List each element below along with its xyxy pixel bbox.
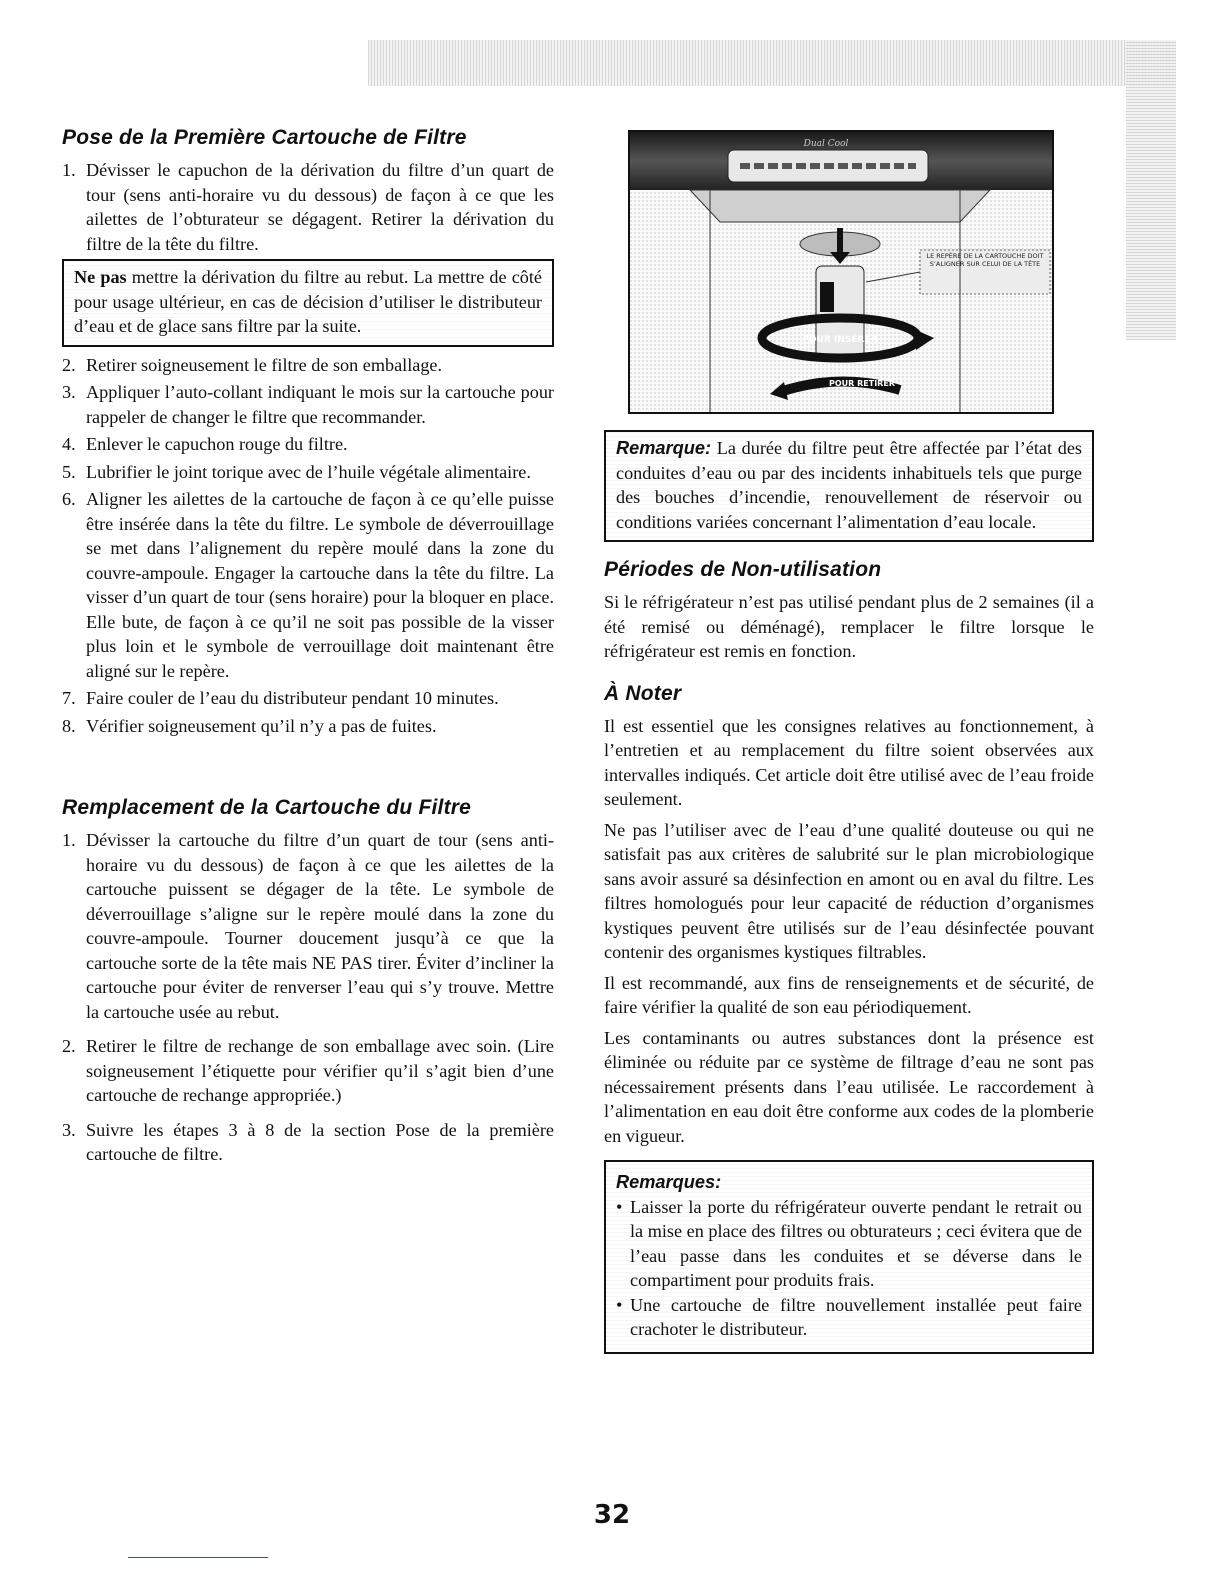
section-title-pose: Pose de la Première Cartouche de Filtre [62,126,467,149]
filter-illustration [628,130,1054,414]
section-title-periodes: Périodes de Non-utilisation [604,558,882,581]
turn-label: POUR INSÉRER [802,335,878,345]
filter-head [690,190,990,222]
step-text: Aligner les ailettes de la cartouche de façon à ce qu’elle puisse être insérée dans la tête du filtre. Le symbole de déverrouillage se met dans l’alignement du repère moulé dans la zone du couvre-ampoule. Engager la cartouche dans la tête du filtre. La visser d’un quart de tour (sens horaire) pour la bloquer en place. Elle bute, de façon à ce qu’il ne soit pas possible de la visser plus loin et le symbole de verrouillage doit maintenant être aligné sur le repère. [86,489,554,681]
remarques-label: Remarques: [616,1172,722,1192]
step-number: 3. [62,1119,76,1140]
noter-paragraph-1: Il est essentiel que les consignes relatives au fonctionnement, à l’entretien et au remplacement du filtre soient observées aux intervalles indiqués. Cet article doit être utilisé avec de l’eau froide seulement. [604,715,1094,809]
step-text: Lubrifier le joint torique avec de l’huile végétale alimentaire. [86,461,531,482]
section-title-remplacement: Remplacement de la Cartouche du Filtre [62,796,472,819]
noter-paragraph-2: Ne pas l’utiliser avec de l’eau d’une qualité douteuse ou qui ne satisfait pas aux critères de salubrité sur le plan microbiologique sans avoir assuré sa désinfection en amont ou en aval du filtre. Les filtres homologués pour leur capacité de réduction d’organismes kystiques peuvent être utilisés sur de l’eau désinfectée pouvant contenir des organismes kystiques filtrables. [604,819,1094,962]
step-number: 4. [62,434,76,454]
step-text: Dévisser le capuchon de la dérivation du filtre d’un quart de tour (sens anti-horaire vu du dessous) de façon à ce que les ailettes de l’obturateur se dégagent. Retirer la dérivation du filtre de la tête du filtre. [86,160,554,254]
header-tab-band [368,40,1176,86]
list-item: • Une cartouche de filtre nouvellement installée peut faire crachoter le distributeur. [616,1293,1082,1342]
remarque-box [604,430,1094,542]
caution-bold: Ne pas [74,267,127,287]
list-item [62,686,554,711]
step-number: 6. [62,489,76,509]
step-text: Vérifier soigneusement qu’il n’y a pas de fuites. [86,715,437,736]
step-number: 3. [62,382,76,402]
list-item [62,158,554,256]
remplacement-steps [62,828,554,1167]
list-item [62,432,554,457]
pose-steps-b [62,353,554,739]
noter-paragraph-4: Les contaminants ou autres substances dont la présence est éliminée ou réduite par ce système de filtrage d’eau ne sont pas nécessairement présents dans l’eau utilisée. Le raccordement à l’alimentation en eau doit être conforme aux codes de la plomberie en vigueur. [604,1027,1094,1146]
caution-text: mettre la dérivation du filtre au rebut. La mettre de côté pour usage ultérieur, en cas de décision d’utiliser le distributeur d’eau et de glace sans filtre par la suite. [74,267,542,336]
list-item: • Laisser la porte du réfrigérateur ouverte pendant le retrait ou la mise en place des filtres ou obturateurs ; ceci évitera que de l’eau passe dans les conduites et se déverse dans le compartiment pour produits frais. [616,1195,1082,1293]
step-text: Faire couler de l’eau du distributeur pendant 10 minutes. [86,688,499,708]
remarques-box [604,1160,1094,1354]
section-title-a-noter: À Noter [604,681,682,705]
list-item [62,487,554,683]
cartridge-label-mark [820,282,834,312]
page-number: 32 [593,1500,631,1530]
step-text: Retirer le filtre de rechange de son emballage avec soin. (Lire soigneusement l’étiquette pour vérifier qu’il s’agit bien d’une cartouche de rechange appropriée.) [86,1036,554,1105]
periodes-text: Si le réfrigérateur n’est pas utilisé pendant plus de 2 semaines (il a été remisé ou déménagé), remplacer le filtre lorsque le réfrigérateur est remis en fonction. [604,592,1094,661]
step-text: Appliquer l’auto-collant indiquant le mois sur la cartouche pour rappeler de changer le filtre que recommander. [86,382,554,427]
footer-rule [128,1557,268,1558]
list-item [62,828,554,1024]
step-number: 1. [62,160,76,180]
callout-text: LE REPÈRE DE LA CARTOUCHE DOIT S’ALIGNER SUR CELUI DE LA TÊTE [926,252,1044,268]
remarque-text: La durée du filtre peut être affectée par l’état des conduites d’eau ou par des incidents inhabituels tels que purge des bouches d’incendie, renouvellement de réservoir ou conditions variées concernant l’alimentation d’eau locale. [616,438,1082,532]
step-number: 5. [62,461,76,482]
step-number: 1. [62,830,76,850]
list-item [62,380,554,429]
step-text: Dévisser la cartouche du filtre d’un quart de tour (sens anti-horaire vu du dessous) de façon à ce que les ailettes de la cartouche puissent se dégager de la tête. Le symbole de déverrouillage s’aligne sur le repère moulé dans la zone du couvre-ampoule. Tourner doucement jusqu’à ce que la cartouche sorte de la tête mais NE PAS tirer. Éviter d’incliner la cartouche pour éviter de renverser l’eau qui s’y trouve. Mettre la cartouche usée au rebut. [86,830,554,1022]
pose-steps-a [62,158,554,256]
remarques-list [616,1195,1082,1342]
side-tab-band [1126,40,1176,340]
list-item [62,460,554,485]
step-number: 2. [62,354,76,375]
step-number: 7. [62,688,76,708]
step-text: Retirer soigneusement le filtre de son emballage. [86,354,443,375]
caution-box [62,259,554,347]
list-item [62,714,554,739]
step-text: Enlever le capuchon rouge du filtre. [86,434,348,454]
brand-mark: Dual Cool [803,139,849,149]
noter-paragraph-3: Il est recommandé, aux fins de renseignements et de sécurité, de faire vérifier la qualité de son eau périodiquement. [604,972,1094,1017]
remarque-label: Remarque: [616,438,712,458]
filter-diagram-svg [630,132,1052,412]
left-column [62,126,554,1170]
step-text: Suivre les étapes 3 à 8 de la section Pose de la première cartouche de filtre. [86,1119,554,1164]
step-number: 2. [62,1036,76,1056]
list-item [62,353,554,378]
list-item [62,1118,554,1167]
remove-label: POUR RETIRER [829,379,895,388]
step-number: 8. [62,715,76,736]
list-item [62,1034,554,1108]
right-column [604,130,1094,1354]
